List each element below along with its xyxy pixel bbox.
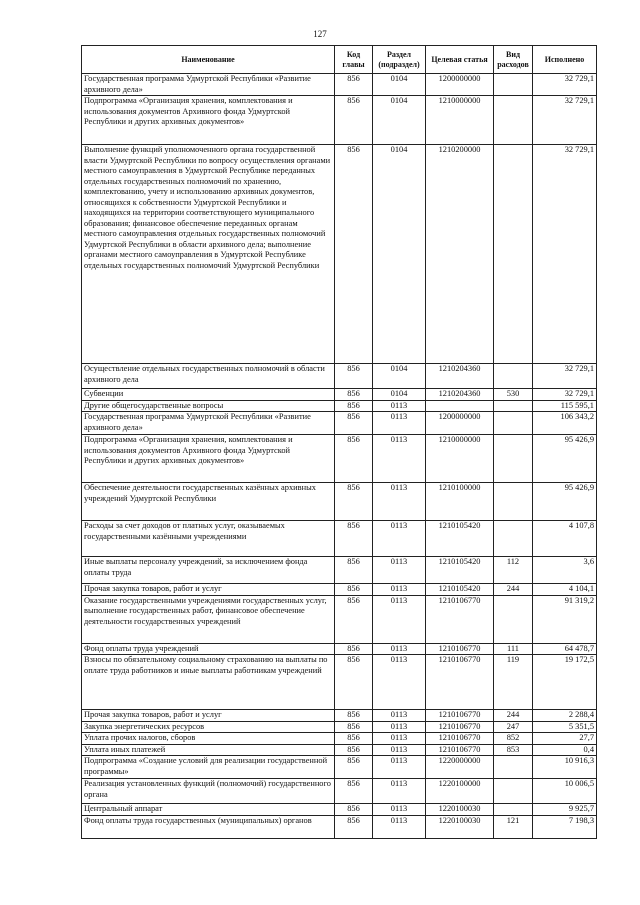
cell-target-article: 1200000000	[426, 74, 494, 96]
cell-chapter-code: 856	[335, 521, 373, 557]
cell-chapter-code: 856	[335, 756, 373, 779]
cell-target-article: 1210105420	[426, 521, 494, 557]
cell-chapter-code: 856	[335, 815, 373, 838]
cell-name: Прочая закупка товаров, работ и услуг	[82, 710, 335, 722]
header-chapter-code: Код главы	[335, 46, 373, 74]
table-row	[82, 804, 597, 816]
cell-name: Иные выплаты персоналу учреждений, за исключением фонда оплаты труда	[82, 557, 335, 584]
cell-chapter-code: 856	[335, 364, 373, 389]
table-row	[82, 145, 597, 364]
cell-section: 0113	[373, 521, 426, 557]
cell-executed: 5 351,5	[533, 721, 597, 733]
cell-expense-type	[494, 435, 533, 483]
cell-name: Другие общегосударственные вопросы	[82, 400, 335, 412]
cell-chapter-code: 856	[335, 74, 373, 96]
cell-name: Подпрограмма «Организация хранения, комплектования и использования документов Архивного фонда Удмуртской Республики и других архивных документов»	[82, 96, 335, 145]
table-row	[82, 74, 597, 96]
table-row	[82, 584, 597, 596]
cell-section: 0113	[373, 643, 426, 655]
cell-name: Подпрограмма «Создание условий для реализации государственной программы»	[82, 756, 335, 779]
cell-target-article: 1210106770	[426, 595, 494, 643]
table-row	[82, 483, 597, 521]
cell-expense-type	[494, 400, 533, 412]
cell-target-article: 1210000000	[426, 96, 494, 145]
cell-section: 0113	[373, 584, 426, 596]
table-body	[82, 74, 597, 839]
cell-chapter-code: 856	[335, 389, 373, 401]
cell-chapter-code: 856	[335, 655, 373, 710]
table-row	[82, 710, 597, 722]
cell-name: Закупка энергетических ресурсов	[82, 721, 335, 733]
cell-expense-type	[494, 779, 533, 804]
cell-chapter-code: 856	[335, 804, 373, 816]
table-row	[82, 412, 597, 435]
cell-expense-type: 244	[494, 584, 533, 596]
header-executed: Исполнено	[533, 46, 597, 74]
cell-executed: 32 729,1	[533, 96, 597, 145]
cell-executed: 2 288,4	[533, 710, 597, 722]
cell-target-article: 1220100000	[426, 779, 494, 804]
cell-expense-type: 852	[494, 733, 533, 745]
cell-expense-type: 111	[494, 643, 533, 655]
cell-executed: 115 595,1	[533, 400, 597, 412]
cell-section: 0113	[373, 557, 426, 584]
cell-section: 0113	[373, 744, 426, 756]
cell-chapter-code: 856	[335, 595, 373, 643]
cell-chapter-code: 856	[335, 710, 373, 722]
cell-expense-type	[494, 521, 533, 557]
cell-section: 0104	[373, 364, 426, 389]
cell-chapter-code: 856	[335, 435, 373, 483]
cell-expense-type	[494, 804, 533, 816]
cell-target-article	[426, 400, 494, 412]
table-row	[82, 557, 597, 584]
cell-section: 0113	[373, 721, 426, 733]
cell-target-article: 1210105420	[426, 584, 494, 596]
cell-executed: 91 319,2	[533, 595, 597, 643]
header-section: Раздел (подраздел)	[373, 46, 426, 74]
table-row	[82, 655, 597, 710]
cell-name: Фонд оплаты труда учреждений	[82, 643, 335, 655]
cell-expense-type	[494, 412, 533, 435]
cell-name: Субвенции	[82, 389, 335, 401]
cell-expense-type: 244	[494, 710, 533, 722]
cell-executed: 9 925,7	[533, 804, 597, 816]
cell-section: 0113	[373, 710, 426, 722]
cell-section: 0113	[373, 733, 426, 745]
cell-target-article: 1210106770	[426, 733, 494, 745]
table-row	[82, 721, 597, 733]
cell-name: Подпрограмма «Организация хранения, комплектования и использования документов Архивного фонда Удмуртской Республики и других архивных документов»	[82, 435, 335, 483]
cell-chapter-code: 856	[335, 96, 373, 145]
cell-section: 0113	[373, 804, 426, 816]
cell-chapter-code: 856	[335, 584, 373, 596]
cell-section: 0104	[373, 96, 426, 145]
cell-expense-type: 119	[494, 655, 533, 710]
cell-expense-type	[494, 483, 533, 521]
cell-executed: 10 006,5	[533, 779, 597, 804]
header-target-article: Целевая статья	[426, 46, 494, 74]
cell-chapter-code: 856	[335, 412, 373, 435]
cell-executed: 0,4	[533, 744, 597, 756]
cell-section: 0113	[373, 483, 426, 521]
cell-name: Обеспечение деятельности государственных казённых архивных учреждений Удмуртской Республики	[82, 483, 335, 521]
table-row	[82, 435, 597, 483]
header-expense-type: Вид расходов	[494, 46, 533, 74]
cell-name: Государственная программа Удмуртской Республики «Развитие архивного дела»	[82, 74, 335, 96]
cell-section: 0113	[373, 435, 426, 483]
budget-execution-table	[81, 45, 597, 839]
cell-target-article: 1210106770	[426, 710, 494, 722]
cell-target-article: 1200000000	[426, 412, 494, 435]
cell-chapter-code: 856	[335, 557, 373, 584]
cell-target-article: 1210204360	[426, 389, 494, 401]
cell-chapter-code: 856	[335, 145, 373, 364]
cell-target-article: 1210100000	[426, 483, 494, 521]
cell-chapter-code: 856	[335, 400, 373, 412]
cell-section: 0113	[373, 815, 426, 838]
table-header-row	[82, 46, 597, 74]
cell-executed: 32 729,1	[533, 74, 597, 96]
cell-name: Реализация установленных функций (полномочий) государственного органа	[82, 779, 335, 804]
cell-executed: 3,6	[533, 557, 597, 584]
cell-section: 0113	[373, 595, 426, 643]
cell-target-article: 1210204360	[426, 364, 494, 389]
cell-expense-type: 853	[494, 744, 533, 756]
table-row	[82, 400, 597, 412]
cell-section: 0104	[373, 145, 426, 364]
cell-chapter-code: 856	[335, 643, 373, 655]
table-row	[82, 756, 597, 779]
cell-executed: 7 198,3	[533, 815, 597, 838]
cell-target-article: 1210106770	[426, 643, 494, 655]
table-row	[82, 521, 597, 557]
table-row	[82, 733, 597, 745]
cell-expense-type: 112	[494, 557, 533, 584]
cell-chapter-code: 856	[335, 483, 373, 521]
cell-executed: 32 729,1	[533, 389, 597, 401]
cell-expense-type: 121	[494, 815, 533, 838]
cell-section: 0113	[373, 412, 426, 435]
cell-executed: 32 729,1	[533, 364, 597, 389]
header-name: Наименование	[82, 46, 335, 74]
table-row	[82, 744, 597, 756]
cell-name: Расходы за счет доходов от платных услуг, оказываемых государственными казёнными учреждениями	[82, 521, 335, 557]
cell-chapter-code: 856	[335, 721, 373, 733]
cell-expense-type	[494, 74, 533, 96]
cell-name: Оказание государственными учреждениями государственных услуг, выполнение государственных работ, финансовое обеспечение деятельности государственных учреждений	[82, 595, 335, 643]
cell-section: 0113	[373, 756, 426, 779]
cell-name: Выполнение функций уполномоченного органа государственной власти Удмуртской Республики по вопросу осуществления органами местного самоуправления в Удмуртской Республике переданных отдельных государственных полномочий по хранению, комплектованию, учету и использованию архивных документов, относящихся к собственности Удмуртской Республики и находящихся на территории соответствующего муниципального образования; финансовое обеспечение переданных органам местного самоуправления отдельных государственных полномочий Удмуртской Республики в области архивного дела; выполнение органами местного самоуправления в Удмуртской Республике отдельных государственных полномочий Удмуртской Республики	[82, 145, 335, 364]
cell-target-article: 1210000000	[426, 435, 494, 483]
cell-section: 0113	[373, 400, 426, 412]
table-row	[82, 96, 597, 145]
table-row	[82, 595, 597, 643]
cell-executed: 64 478,7	[533, 643, 597, 655]
cell-chapter-code: 856	[335, 733, 373, 745]
cell-executed: 95 426,9	[533, 483, 597, 521]
table-row	[82, 389, 597, 401]
cell-executed: 19 172,5	[533, 655, 597, 710]
cell-executed: 106 343,2	[533, 412, 597, 435]
cell-chapter-code: 856	[335, 744, 373, 756]
cell-name: Взносы по обязательному социальному страхованию на выплаты по оплате труда работников и иные выплаты работникам учреждений	[82, 655, 335, 710]
cell-expense-type	[494, 145, 533, 364]
cell-name: Фонд оплаты труда государственных (муниципальных) органов	[82, 815, 335, 838]
cell-executed: 95 426,9	[533, 435, 597, 483]
cell-target-article: 1220100030	[426, 815, 494, 838]
cell-executed: 10 916,3	[533, 756, 597, 779]
cell-name: Уплата иных платежей	[82, 744, 335, 756]
cell-expense-type: 247	[494, 721, 533, 733]
cell-name: Прочая закупка товаров, работ и услуг	[82, 584, 335, 596]
cell-section: 0113	[373, 779, 426, 804]
cell-name: Центральный аппарат	[82, 804, 335, 816]
cell-target-article: 1210200000	[426, 145, 494, 364]
cell-name: Государственная программа Удмуртской Республики «Развитие архивного дела»	[82, 412, 335, 435]
cell-section: 0104	[373, 389, 426, 401]
cell-expense-type	[494, 756, 533, 779]
cell-executed: 4 104,1	[533, 584, 597, 596]
cell-target-article: 1220000000	[426, 756, 494, 779]
cell-expense-type	[494, 364, 533, 389]
cell-target-article: 1220100030	[426, 804, 494, 816]
cell-expense-type	[494, 96, 533, 145]
cell-executed: 32 729,1	[533, 145, 597, 364]
table-row	[82, 815, 597, 838]
cell-executed: 4 107,8	[533, 521, 597, 557]
table-row	[82, 643, 597, 655]
cell-target-article: 1210105420	[426, 557, 494, 584]
cell-section: 0104	[373, 74, 426, 96]
cell-chapter-code: 856	[335, 779, 373, 804]
cell-expense-type	[494, 595, 533, 643]
cell-section: 0113	[373, 655, 426, 710]
cell-target-article: 1210106770	[426, 744, 494, 756]
cell-name: Уплата прочих налогов, сборов	[82, 733, 335, 745]
table-row	[82, 779, 597, 804]
cell-name: Осуществление отдельных государственных полномочий в области архивного дела	[82, 364, 335, 389]
cell-target-article: 1210106770	[426, 655, 494, 710]
cell-target-article: 1210106770	[426, 721, 494, 733]
page-number: 127	[313, 29, 327, 39]
cell-executed: 27,7	[533, 733, 597, 745]
cell-expense-type: 530	[494, 389, 533, 401]
table-row	[82, 364, 597, 389]
